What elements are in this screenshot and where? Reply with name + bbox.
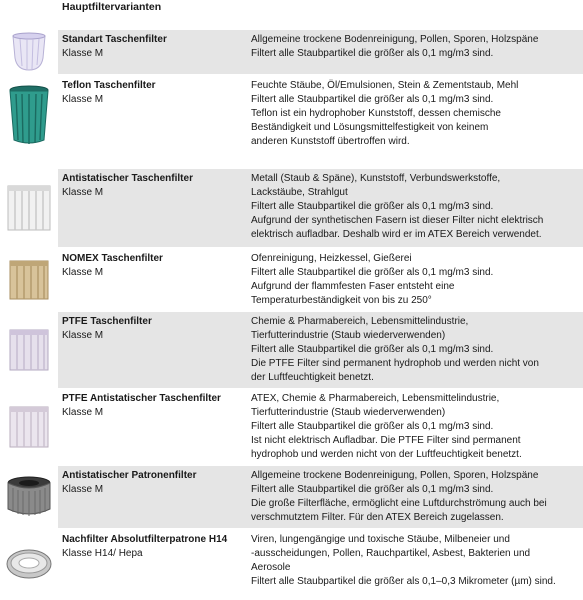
nomex-bag-filter-image [0,249,58,311]
filter-class: Klasse M [62,407,104,418]
filter-class: Klasse M [62,330,104,341]
filter-name-cell [58,30,248,74]
filter-class: Klasse M [62,267,104,278]
antistatic-bag-filter-image [0,169,58,247]
description-line: elektrisch aufladbar. Deshalb wird er im ATEX Bereich verwendet. [251,229,542,240]
description-line: Metall (Staub & Späne), Kunststoff, Verbundswerkstoffe, [251,173,501,184]
filter-class: Klasse M [62,187,104,198]
description-line: Tierfutterindustrie (Staub wiederverwenden) [251,330,446,341]
filter-name-cell [58,389,248,465]
teflon-bag-filter-image [0,76,58,156]
description-line: ATEX, Chemie & Pharmabereich, Lebensmittelindustrie, [251,393,500,404]
description-line: Filtert alle Staubpartikel die größer als 0,1 mg/m3 sind. [251,48,494,59]
filter-name-cell [58,249,248,311]
description-line: Ofenreinigung, Heizkessel, Gießerei [251,253,412,264]
filter-description [248,312,583,388]
ptfe-antistatic-bag-filter-image [0,389,58,465]
filter-name: Standart Taschenfilter [62,34,167,45]
hepa-cartridge-image [0,530,58,598]
description-line: Beständigkeit und Lösungsmittelfestigkeit von keinem [251,122,489,133]
filter-row-ptfe [0,312,583,388]
description-line: anderen Kunststoff übertroffen wird. [251,136,410,147]
filter-name: Antistatischer Taschenfilter [62,173,193,184]
description-line: hydrophob und werden nicht von der Luftfeuchtigkeit benetzt. [251,449,522,460]
filter-name: NOMEX Taschenfilter [62,253,163,264]
filter-row-cartridge [0,466,583,528]
cartridge-filter-image [0,466,58,528]
description-line: Die große Filterfläche, ermöglicht eine Luftdurchströmung auch bei [251,498,547,509]
filter-class: Klasse M [62,94,104,105]
filter-class: Klasse H14/ Hepa [62,548,143,559]
filter-description [248,389,583,465]
description-line: Chemie & Pharmabereich, Lebensmittelindustrie, [251,316,469,327]
filter-name-cell [58,76,248,156]
filter-row-antistatic [0,169,583,247]
description-line: Allgemeine trockene Bodenreinigung, Pollen, Sporen, Holzspäne [251,34,539,45]
description-line: Aufgrund der flammfesten Faser entsteht eine [251,281,455,292]
description-line: Ist nicht elektrisch Aufladbar. Die PTFE Filter sind permanent [251,435,521,446]
description-line: -ausscheidungen, Pollen, Rauchpartikel, Asbest, Bakterien und [251,548,531,559]
filter-row-ptfe-antistatic [0,389,583,465]
filter-name: PTFE Antistatischer Taschenfilter [62,393,221,404]
filter-name: Nachfilter Absolutfilterpatrone H14 [62,534,228,545]
description-line: Viren, lungengängige und toxische Stäube, Milbeneier und [251,534,510,545]
description-line: Lackstäube, Strahlgut [251,187,348,198]
filter-name: Antistatischer Patronenfilter [62,470,197,481]
description-line: Filtert alle Staubpartikel die größer als 0,1 mg/m3 sind. [251,421,494,432]
filter-name: PTFE Taschenfilter [62,316,152,327]
filter-class: Klasse M [62,484,104,495]
description-line: Aerosole [251,562,291,573]
page-title: Hauptfiltervarianten [62,1,162,13]
filter-description [248,466,583,528]
description-line: der Luftfeuchtigkeit benetzt. [251,372,374,383]
filter-description [248,30,583,74]
filter-name: Teflon Taschenfilter [62,80,156,91]
filter-name-cell [58,169,248,247]
filter-description [248,76,583,156]
filter-name-cell [58,530,248,598]
description-line: Filtert alle Staubpartikel die größer als 0,1 mg/m3 sind. [251,267,494,278]
description-line: Filtert alle Staubpartikel die größer als 0,1–0,3 Mikrometer (µm) sind. [251,576,556,587]
description-line: Filtert alle Staubpartikel die größer als 0,1 mg/m3 sind. [251,201,494,212]
filter-row-hepa [0,530,583,598]
ptfe-bag-filter-image [0,312,58,388]
filter-description [248,530,583,598]
filter-row-standard [0,30,583,74]
standard-bag-filter-image [0,30,58,74]
description-line: Filtert alle Staubpartikel die größer als 0,1 mg/m3 sind. [251,94,494,105]
description-line: Filtert alle Staubpartikel die größer als 0,1 mg/m3 sind. [251,484,494,495]
description-line: Temperaturbeständigkeit von bis zu 250° [251,295,432,306]
filter-class: Klasse M [62,48,104,59]
description-line: Feuchte Stäube, Öl/Emulsionen, Stein & Zementstaub, Mehl [251,80,519,91]
filter-name-cell [58,466,248,528]
filter-row-teflon [0,76,583,156]
description-line: verschmutztem Filter. Für den ATEX Bereich zugelassen. [251,512,504,523]
description-line: Die PTFE Filter sind permanent hydrophob und werden nicht von [251,358,539,369]
description-line: Allgemeine trockene Bodenreinigung, Pollen, Sporen, Holzspäne [251,470,539,481]
description-line: Aufgrund der synthetischen Fasern ist dieser Filter nicht elektrisch [251,215,544,226]
description-line: Tierfutterindustrie (Staub wiederverwenden) [251,407,446,418]
filter-name-cell [58,312,248,388]
description-line: Teflon ist ein hydrophober Kunststoff, dessen chemische [251,108,501,119]
filter-description [248,169,583,247]
description-line: Filtert alle Staubpartikel die größer als 0,1 mg/m3 sind. [251,344,494,355]
filter-row-nomex [0,249,583,311]
filter-description [248,249,583,311]
